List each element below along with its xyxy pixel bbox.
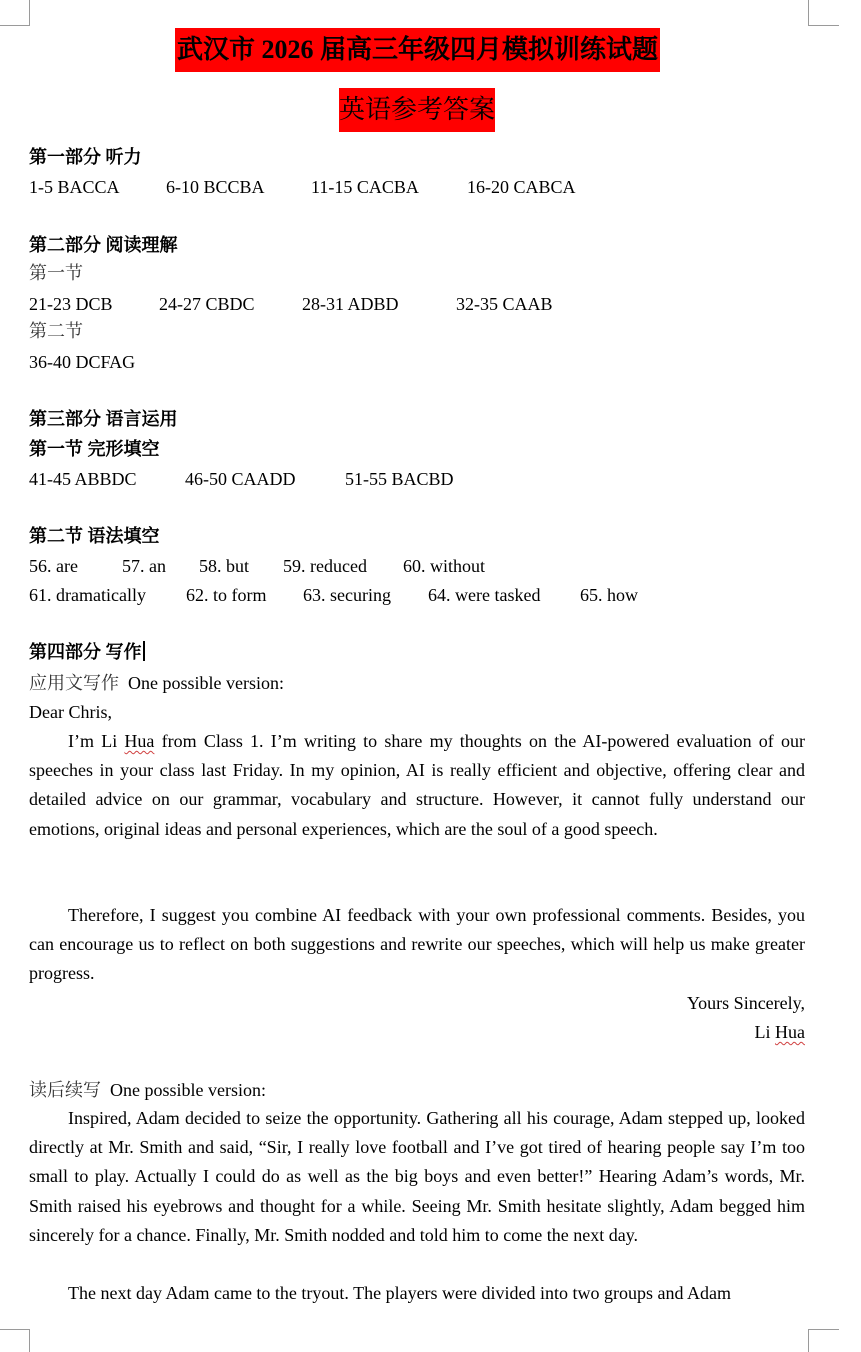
applied-writing-label-line: [29, 671, 284, 696]
answer-item: 59. reduced: [283, 556, 367, 576]
part4-heading: [29, 640, 145, 664]
text-cursor: [143, 641, 145, 661]
answer-group: 11-15 CACBA: [311, 177, 419, 197]
answer-group: 24-27 CBDC: [159, 294, 255, 314]
document-subtitle: 英语参考答案: [339, 88, 495, 132]
letter-paragraph-2: [29, 901, 805, 989]
c1-text: Inspired, Adam decided to seize the opportunity. Gathering all his courage, Adam stepped up, looked directly at Mr. Smith and said, “Sir, I really love football and I’ve got tired of hearing people say I’m too small to play. Actually I could do as well as the big boys and even better!” Hearing Adam’s words, Mr. Smith raised his eyebrows and thought for a while. Seeing Mr. Smith hesitate slightly, Adam begged him sincerely for a chance. Finally, Mr. Smith nodded and told him to come the next day.: [29, 1108, 805, 1245]
answer-item: 60. without: [403, 556, 486, 576]
answer-group: 32-35 CAAB: [456, 294, 553, 314]
letter-paragraph-1: [29, 727, 805, 844]
part3-section2-heading: 第二节 语法填空: [29, 526, 160, 546]
letter-closing: Yours Sincerely,: [686, 993, 805, 1013]
continuation-paragraph-1: [29, 1104, 805, 1250]
applied-writing-label: 应用文写作: [29, 673, 119, 694]
part2-section1-label: 第一节: [29, 263, 83, 284]
answer-item: 57. an: [122, 556, 166, 576]
crop-mark-bottom-right: [808, 1329, 839, 1352]
part2-section2-label: 第二节: [29, 321, 83, 342]
letter-salutation: Dear Chris,: [29, 702, 112, 722]
p1-rest: from Class 1. I’m writing to share my thoughts on the AI-powered evaluation of our speeches in your class last Friday. In my opinion, AI is really efficient and objective, offering clear and detailed advice on our grammar, vocabulary and structure. However, it cannot fully understand our emotions, original ideas and personal experiences, which are the soul of a good speech.: [29, 731, 805, 839]
p2-text: Therefore, I suggest you combine AI feedback with your own professional comments. Besides, you can encourage us to reflect on both suggestions and rewrite our speeches, which will help us make greater progress.: [29, 905, 805, 984]
spellcheck-word: Hua: [124, 731, 155, 751]
part3-section1-heading: 第一节 完形填空: [29, 439, 160, 459]
spellcheck-word: Hua: [775, 1022, 805, 1042]
crop-mark-top-right: [808, 0, 839, 26]
c2-text: The next day Adam came to the tryout. The players were divided into two groups and Adam: [68, 1283, 732, 1303]
answer-item: 63. securing: [303, 585, 391, 605]
document-title: 武汉市 2026 届高三年级四月模拟训练试题: [175, 28, 660, 72]
continuation-paragraph-2: [29, 1279, 805, 1308]
answer-group: 6-10 BCCBA: [166, 177, 265, 197]
answer-group: 41-45 ABBDC: [29, 469, 137, 489]
applied-writing-version: One possible version:: [128, 673, 284, 693]
part1-heading: 第一部分 听力: [29, 147, 142, 167]
answer-group: 28-31 ADBD: [302, 294, 399, 314]
answer-item: 56. are: [29, 556, 78, 576]
part3-heading: 第三部分 语言运用: [29, 409, 178, 429]
answer-item: 58. but: [199, 556, 250, 576]
answer-group: 36-40 DCFAG: [29, 352, 136, 372]
crop-mark-bottom-left: [0, 1329, 30, 1352]
answer-group: 46-50 CAADD: [185, 469, 296, 489]
answer-item: 65. how: [580, 585, 638, 605]
p1-start: I’m Li: [68, 731, 125, 751]
letter-signature: [755, 1020, 806, 1044]
answer-group: 16-20 CABCA: [467, 177, 576, 197]
continuation-label-line: [29, 1078, 266, 1103]
answer-item: 61. dramatically: [29, 585, 146, 605]
answer-group: 21-23 DCB: [29, 294, 113, 314]
continuation-version: One possible version:: [110, 1080, 266, 1100]
answer-item: 64. were tasked: [428, 585, 541, 605]
answer-group: 1-5 BACCA: [29, 177, 120, 197]
answer-group: 51-55 BACBD: [345, 469, 454, 489]
signature-first: Li: [754, 1022, 775, 1042]
part2-heading: 第二部分 阅读理解: [29, 235, 178, 255]
crop-mark-top-left: [0, 0, 30, 26]
answer-item: 62. to form: [186, 585, 267, 605]
continuation-label: 读后续写: [29, 1080, 101, 1101]
part4-heading-text: 第四部分 写作: [29, 642, 142, 662]
